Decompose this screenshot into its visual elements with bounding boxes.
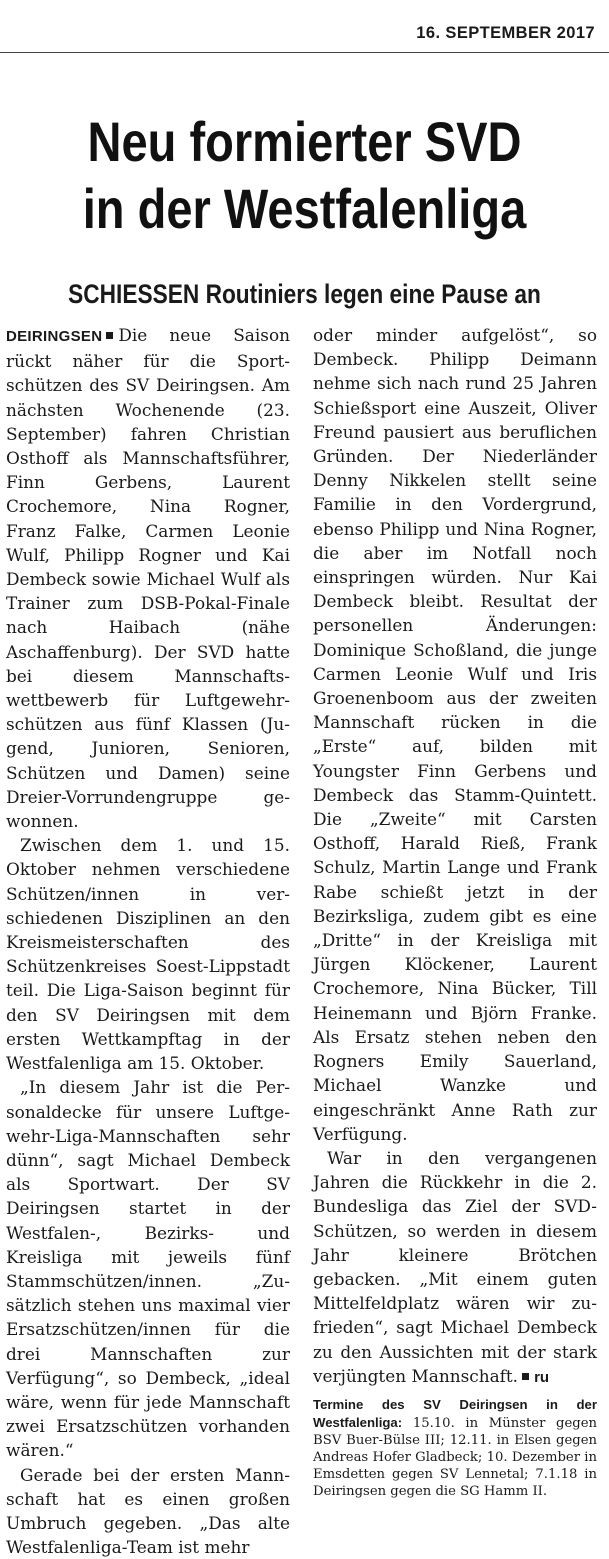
paragraph-1-text: Die neue Saison rückt näher für die Sportschützen des SV Deiringsen. Am nächsten Wochenende (23. September) fahren Christian Osthoff als Mannschaftsführer, Finn Gerbens, Laurent Crochemore, Nina Rogner, Franz Falke, Carmen Leonie Wulf, Philipp Rogner und Kai Dembeck sowie Michael Wulf als Trainer zum DSB-Pokal-Finale nach Haibach (nähe Aschaffenburg). Der SVD hatte bei diesem Mannschaftswettbewerb für Luftgewehrschützen aus fünf Klassen (Jugend, Junioren, Senioren, Schützen und Damen) seine Dreier-Vorrundengruppe gewonnen.	[6, 325, 290, 832]
subheadline-text: Routiniers legen eine Pause an	[205, 279, 541, 309]
issue-date: 16. SEPTEMBER 2017	[416, 24, 595, 42]
paragraph-3: „In diesem Jahr ist die Personaldecke für unsere Luftgewehr-Liga-Mannschaften sehr dünn“, sagt Michael Dembeck als Sportwart. Der SV Deiringsen startet in der Westfalen-, Bezirks- und Kreisliga mit jeweils fünf Stammschützen/innen. „Zusätzlich stehen uns maximal vier Ersatzschützen/innen für die drei Mannschaften zur Verfügung“, so Dembeck, „ideal wäre, wenn für jede Mannschaft zwei Ersatzschützen vorhanden wären.“	[6, 1077, 290, 1461]
paragraph-4-continued: oder minder aufgelöst“, so Dembeck. Philipp Deimann nehme sich nach rund 25 Jahren Schießsport eine Auszeit, Oliver Freund pausiert aus beruflichen Gründen. Der Niederländer Denny Nikkelen stellt seine Familie in den Vordergrund, ebenso Philipp und Nina Rogner, die aber im Notfall noch einspringen würden. Nur Kai Dembeck bleibt. Resultat der personellen Änderungen: Dominique Schoßland, die junge Carmen Leonie Wulf und Iris Groenenboom aus der zweiten Mannschaft rücken in die „Erste“ auf, bilden mit Youngster Finn Gerbens und Dembeck das Stamm-Quintett. Die „Zweite“ mit Carsten Osthoff, Harald Rieß, Frank Schulz, Martin Lange und Frank Rabe schießt jetzt in der Bezirksliga, zudem gibt es eine „Dritte“ in der Kreisliga mit Jürgen Klöckener, Laurent Crochemore, Nina Bücker, Till Heinemann und Björn Franke. Als Ersatz stehen neben den Rogners Emily Sauerland, Michael Wanzke und eingeschränkt Anne Rath zur Verfügung.	[313, 325, 597, 1144]
article-column-right	[313, 323, 597, 1500]
article-column-left	[6, 323, 290, 1559]
paragraph-1	[6, 323, 290, 833]
paragraph-2: Zwischen dem 1. und 15. Oktober nehmen verschiedene Schützen/innen in verschiedenen Disziplinen an den Kreismeisterschaften des Schützenkreises Soest-Lippstadt teil. Die Liga-Saison beginnt für den SV Deiringsen mit dem ersten Wettkampftag in der Westfalenliga am 15. Oktober.	[6, 835, 290, 1074]
schedule-box	[313, 1396, 597, 1500]
paragraph-4-start: Gerade bei der ersten Mannschaft hat es einen großen Umbruch gegeben. „Das alte Westfalenliga-Team ist mehr	[6, 1464, 290, 1558]
headline-line-2: in der Westfalenliga	[82, 177, 527, 240]
headline	[49, 108, 561, 242]
schedule-title: Termine des SV Deiringsen in der Westfalenliga:	[313, 1396, 597, 1430]
schedule-text: 15.10. in Münster gegen BSV Buer-Bülse III; 12.11. in Elsen gegen Andreas Hofer Gladbeck; 10. Dezember in Emsdetten gegen SV Lennetal; 7.1.18 in Deiringsen gegen die SG Hamm II.	[313, 1415, 597, 1499]
headline-line-1: Neu formierter SVD	[87, 110, 522, 173]
dateline-square-icon	[106, 332, 113, 339]
top-rule	[0, 52, 609, 53]
dateline: DEIRINGSEN	[6, 328, 103, 345]
topic-kicker: SCHIESSEN	[68, 279, 200, 309]
subheadline	[49, 278, 561, 310]
paragraph-5: War in den vergangenen Jahren die Rückkehr in die 2. Bundesliga das Ziel der SVD-Schützen, so werden in diesem Jahr kleinere Brötchen gebacken. „Mit einem guten Mittelfeldplatz wären wir zufrieden“, sagt Michael Dembeck zu den Aussichten mit der stark verjüngten Mannschaft. ru	[313, 1147, 597, 1386]
author-initials: ru	[534, 1368, 550, 1386]
author-square-icon	[522, 1373, 529, 1380]
